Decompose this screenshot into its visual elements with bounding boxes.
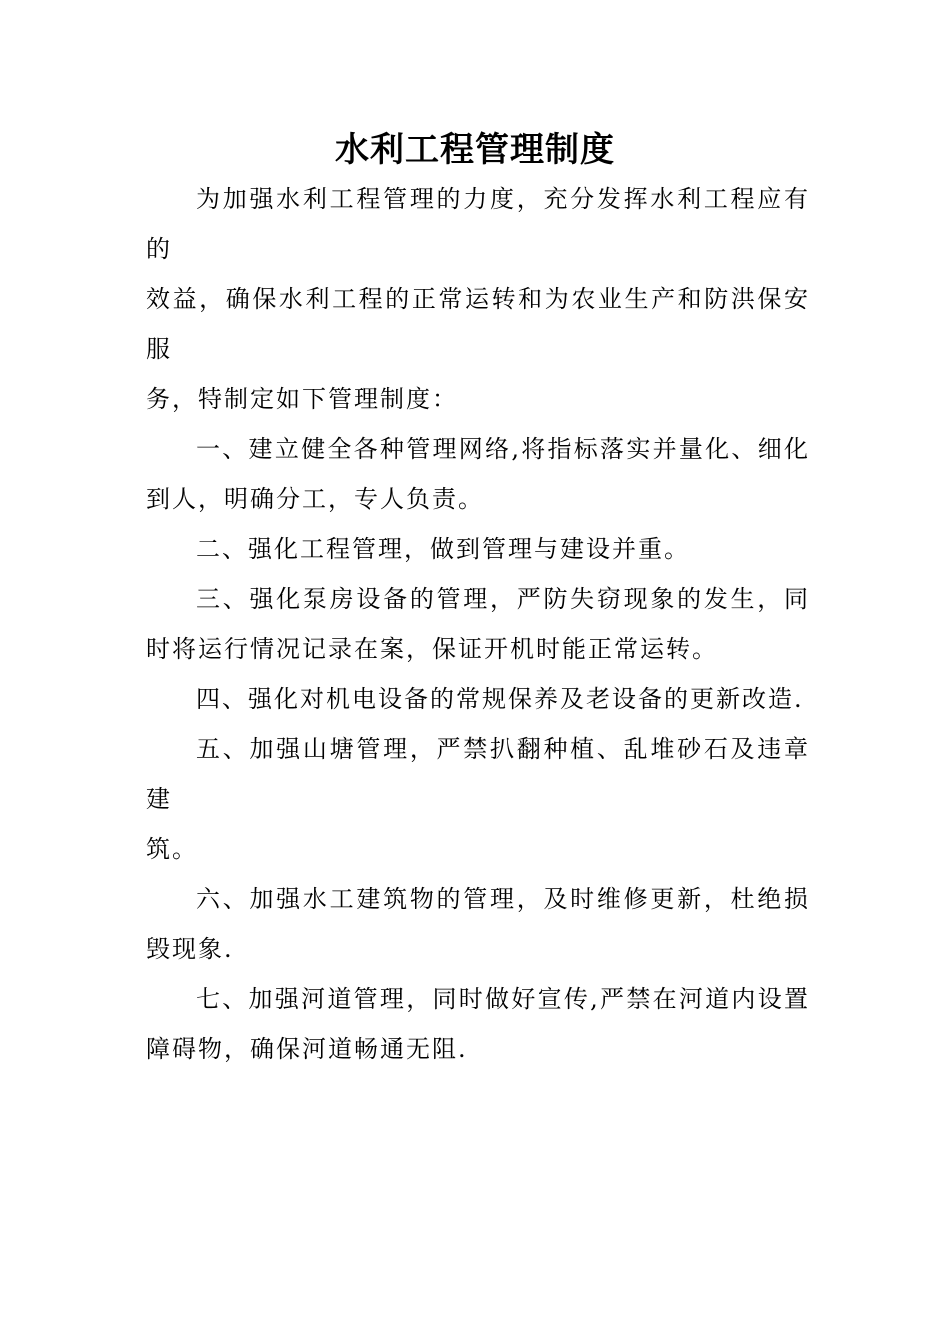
text-line: 服 (146, 335, 172, 363)
text-line: 务，特制定如下管理制度： (146, 385, 458, 413)
text-line: 三、强化泵房设备的管理，严防失窃现象的发生，同 (196, 585, 808, 613)
text-line: 一、建立健全各种管理网络,将指标落实并量化、细化 (196, 435, 808, 463)
document-title: 水利工程管理制度 (335, 130, 615, 170)
text-line: 为加强水利工程管理的力度，充分发挥水利工程应有 (196, 185, 808, 213)
text-line: 的 (146, 235, 172, 263)
text-line: 时将运行情况记录在案，保证开机时能正常运转。 (146, 635, 718, 663)
text-line: 五、加强山塘管理，严禁扒翻种植、乱堆砂石及违章 (196, 735, 808, 763)
text-line: 二、强化工程管理，做到管理与建设并重。 (196, 535, 690, 563)
text-line: 建 (146, 785, 172, 813)
text-line: 六、加强水工建筑物的管理，及时维修更新，杜绝损 (196, 885, 808, 913)
text-line: 四、强化对机电设备的常规保养及老设备的更新改造. (196, 685, 804, 713)
text-line: 筑。 (146, 835, 198, 863)
text-line: 到人，明确分工，专人负责。 (146, 485, 484, 513)
text-line: 障碍物，确保河道畅通无阻. (146, 1035, 468, 1063)
text-line: 七、加强河道管理，同时做好宣传,严禁在河道内设置 (196, 985, 808, 1013)
text-line: 效益，确保水利工程的正常运转和为农业生产和防洪保安 (146, 285, 808, 313)
text-line: 毁现象. (146, 935, 234, 963)
